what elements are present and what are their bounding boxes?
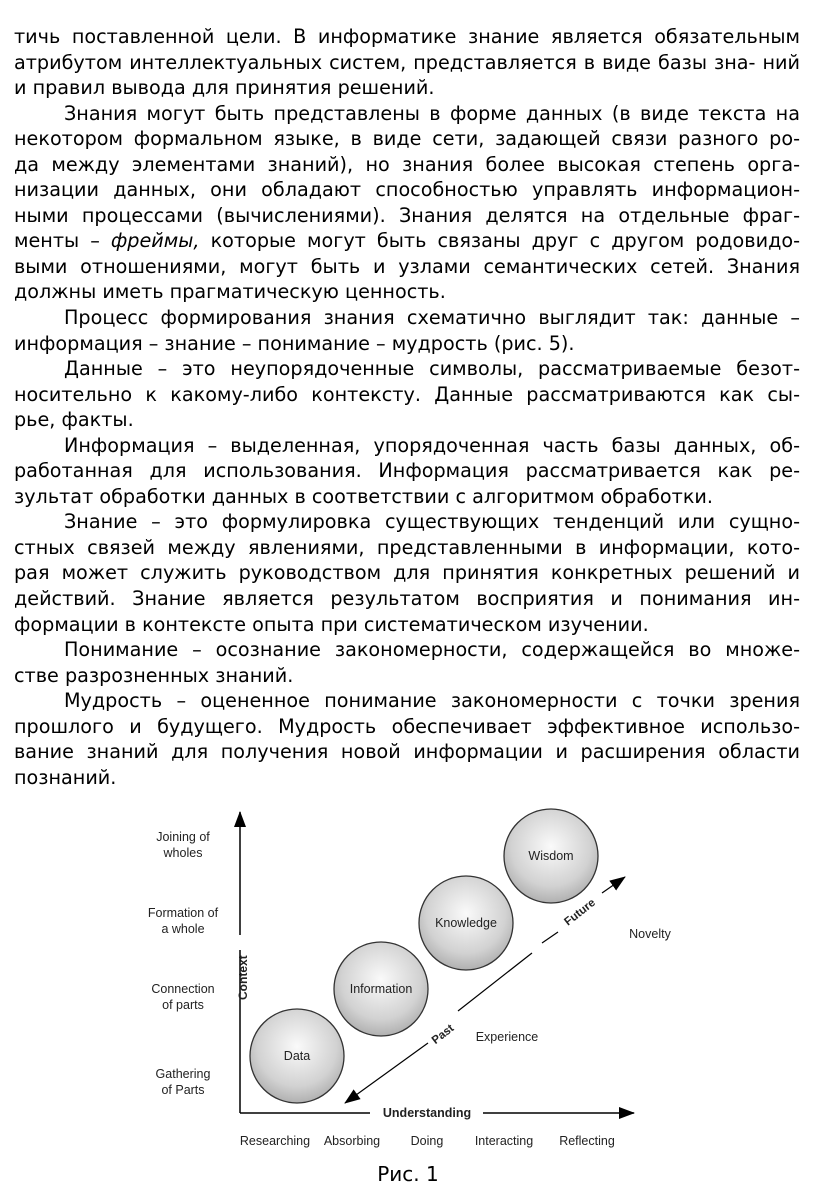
x-axis-label: Understanding [382, 1106, 472, 1120]
text-segment: рая может служить руководством для принятия конкретных решений и [14, 561, 800, 585]
text-segment: работанная для использования. Информация рассматривается как ре- [14, 459, 800, 483]
experience-label: Experience [475, 1030, 539, 1044]
text-segment: рье, факты. [14, 408, 134, 432]
text-segment: выми отношениями, могут быть и узлами семантических сетей. Знания [14, 254, 800, 278]
y-axis-label: Context [236, 955, 250, 1000]
text-segment: менты – [14, 229, 111, 253]
x-level-label: Researching [239, 1134, 311, 1148]
past-arrow [345, 1043, 428, 1103]
text-segment: познаний. [14, 765, 117, 789]
y-level-label: wholes [163, 846, 203, 860]
text-segment: атрибутом интеллектуальных систем, представляется в виде базы зна- ний [14, 50, 800, 74]
text-segment: которые могут быть связаны друг с другом родовидо- [199, 229, 800, 253]
y-level-labels [148, 830, 219, 1097]
text-segment: Понимание – осознание закономерности, содержащейся во множе- [64, 638, 800, 662]
text-segment: да между элементами знаний), но знания более высокая степень орга- [14, 152, 800, 176]
text-segment: Процесс формирования знания схематично выглядит так: данные – [64, 306, 800, 330]
text-segment: вание знаний для получения новой информации и расширения области [14, 740, 800, 764]
x-level-labels [240, 1134, 615, 1148]
x-level-label: Reflecting [559, 1134, 615, 1148]
y-level-label: Connection [151, 982, 215, 996]
text-segment: Информация – выделенная, упорядоченная часть базы данных, об- [64, 433, 800, 457]
novelty-label: Novelty [629, 927, 671, 941]
text-segment: низации данных, они обладают способностью управлять информацион- [14, 178, 800, 202]
y-level-label: Joining of [156, 830, 210, 844]
node-label: Knowledge [435, 916, 497, 930]
x-level-label: Interacting [474, 1134, 534, 1148]
node-information [334, 942, 428, 1036]
node-label: Wisdom [528, 849, 574, 863]
text-segment: стве разрозненных знаний. [14, 663, 294, 687]
text-segment: информация – знание – понимание – мудрость (рис. 5). [14, 331, 575, 355]
node-label: Information [349, 982, 413, 996]
node-data [250, 1009, 344, 1103]
text-segment: зультат обработки данных в соответствии с алгоритмом обработки. [14, 484, 713, 508]
y-level-label: Formation of [147, 906, 219, 920]
x-level-label: Doing [410, 1134, 444, 1148]
text-segment: прошлого и будущего. Мудрость обеспечивает эффективное использо- [14, 714, 800, 738]
future-label: Future [562, 896, 598, 929]
past-label: Past [429, 1022, 457, 1047]
text-segment: Мудрость – оцененное понимание закономерности с точки зрения [64, 689, 800, 713]
text-segment: ными процессами (вычислениями). Знания делятся на отдельные фраг- [14, 203, 800, 227]
italic-term: фреймы, [110, 229, 200, 253]
y-level-label: Gathering [155, 1067, 211, 1081]
y-level-label: of parts [162, 998, 204, 1012]
time-line-upper [542, 932, 558, 943]
text-segment: формации в контексте опыта при систематическом изучении. [14, 612, 649, 636]
text-segment: Знание – это формулировка существующих тенденций или сущно- [64, 510, 800, 534]
text-segment: Знания могут быть представлены в форме данных (в виде текста на [64, 101, 800, 125]
text-segment: носительно к какому-либо контексту. Данные рассматриваются как сы- [14, 382, 800, 406]
text-segment: действий. Знание является результатом восприятия и понимания ин- [14, 587, 800, 611]
node-wisdom [504, 809, 598, 903]
text-segment: некотором формальном языке, в виде сети, задающей связи разного ро- [14, 127, 800, 151]
node-knowledge [419, 876, 513, 970]
text-segment: и правил вывода для принятия решений. [14, 76, 435, 100]
text-segment: Данные – это неупорядоченные символы, рассматриваемые безот- [64, 357, 800, 381]
x-level-label: Absorbing [323, 1134, 381, 1148]
text-segment: тичь поставленной цели. В информатике знание является обязательным [14, 25, 800, 48]
y-level-label: of Parts [161, 1083, 205, 1097]
text-segment: должны иметь прагматическую ценность. [14, 280, 446, 304]
figure-caption: Рис. 1 [377, 1162, 439, 1186]
future-arrow [602, 877, 625, 893]
text-segment: стных связей между явлениями, представленными в информации, кото- [14, 535, 800, 559]
node-label: Data [283, 1049, 311, 1063]
y-level-label: a whole [161, 922, 205, 936]
